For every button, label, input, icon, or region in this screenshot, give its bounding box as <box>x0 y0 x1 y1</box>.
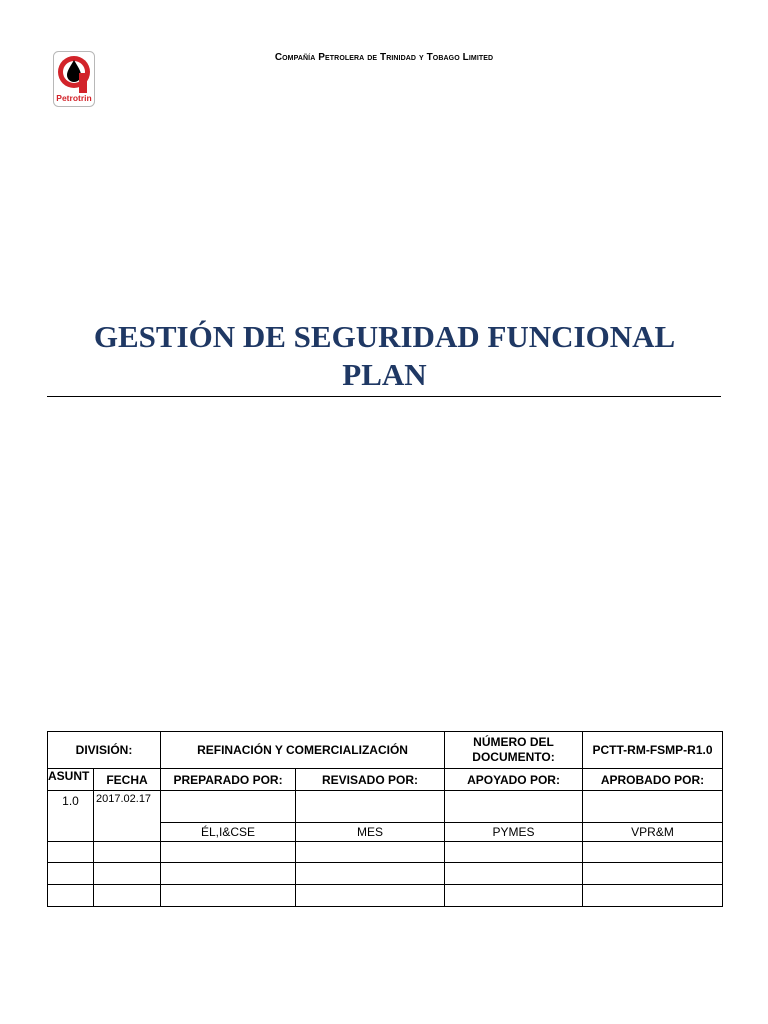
empty-cell <box>583 842 723 863</box>
svg-text:Petrotrin: Petrotrin <box>56 93 92 103</box>
issue-date: 2017.02.17 <box>94 791 161 842</box>
table-row <box>48 842 723 863</box>
document-number-label: NÚMERO DEL DOCUMENTO: <box>445 732 583 769</box>
preparado-header: PREPARADO POR: <box>161 769 296 791</box>
title-divider <box>47 396 721 397</box>
fecha-header: FECHA <box>94 769 161 791</box>
empty-cell <box>94 842 161 863</box>
empty-cell <box>48 885 94 907</box>
empty-cell <box>445 885 583 907</box>
signature-cell <box>583 791 723 823</box>
empty-cell <box>48 863 94 885</box>
empty-cell <box>583 885 723 907</box>
document-number-value: PCTT-RM-FSMP-R1.0 <box>583 732 723 769</box>
empty-cell <box>445 842 583 863</box>
empty-cell <box>445 863 583 885</box>
signature-cell <box>161 791 296 823</box>
table-row <box>48 791 723 823</box>
empty-cell <box>94 885 161 907</box>
empty-cell <box>296 863 445 885</box>
company-name: Compañía Petrolera de Trinidad y Tobago Limited <box>274 52 494 63</box>
empty-cell <box>161 863 296 885</box>
empty-cell <box>296 885 445 907</box>
issue-number: 1.0 <box>48 791 94 842</box>
empty-cell <box>161 885 296 907</box>
table-row <box>48 732 723 769</box>
preparado-value: ÉL,I&CSE <box>161 823 296 842</box>
empty-cell <box>296 842 445 863</box>
division-value: REFINACIÓN Y COMERCIALIZACIÓN <box>161 732 445 769</box>
revisado-header: REVISADO POR: <box>296 769 445 791</box>
signature-cell <box>445 791 583 823</box>
document-title <box>48 318 721 394</box>
empty-cell <box>94 863 161 885</box>
aprobado-header: APROBADO POR: <box>583 769 723 791</box>
title-line-1: GESTIÓN DE SEGURIDAD FUNCIONAL <box>93 319 676 354</box>
apoyado-header: APOYADO POR: <box>445 769 583 791</box>
document-control-table <box>47 731 723 907</box>
title-line-2: PLAN <box>342 357 427 392</box>
revisado-value: MES <box>296 823 445 842</box>
apoyado-value: PYMES <box>445 823 583 842</box>
table-row <box>48 863 723 885</box>
table-header-row <box>48 769 723 791</box>
table-row <box>48 885 723 907</box>
signature-cell <box>296 791 445 823</box>
empty-cell <box>48 842 94 863</box>
empty-cell <box>161 842 296 863</box>
empty-cell <box>583 863 723 885</box>
division-label: DIVISIÓN: <box>48 732 161 769</box>
asunt-header: ASUNT <box>48 769 94 791</box>
aprobado-value: VPR&M <box>583 823 723 842</box>
